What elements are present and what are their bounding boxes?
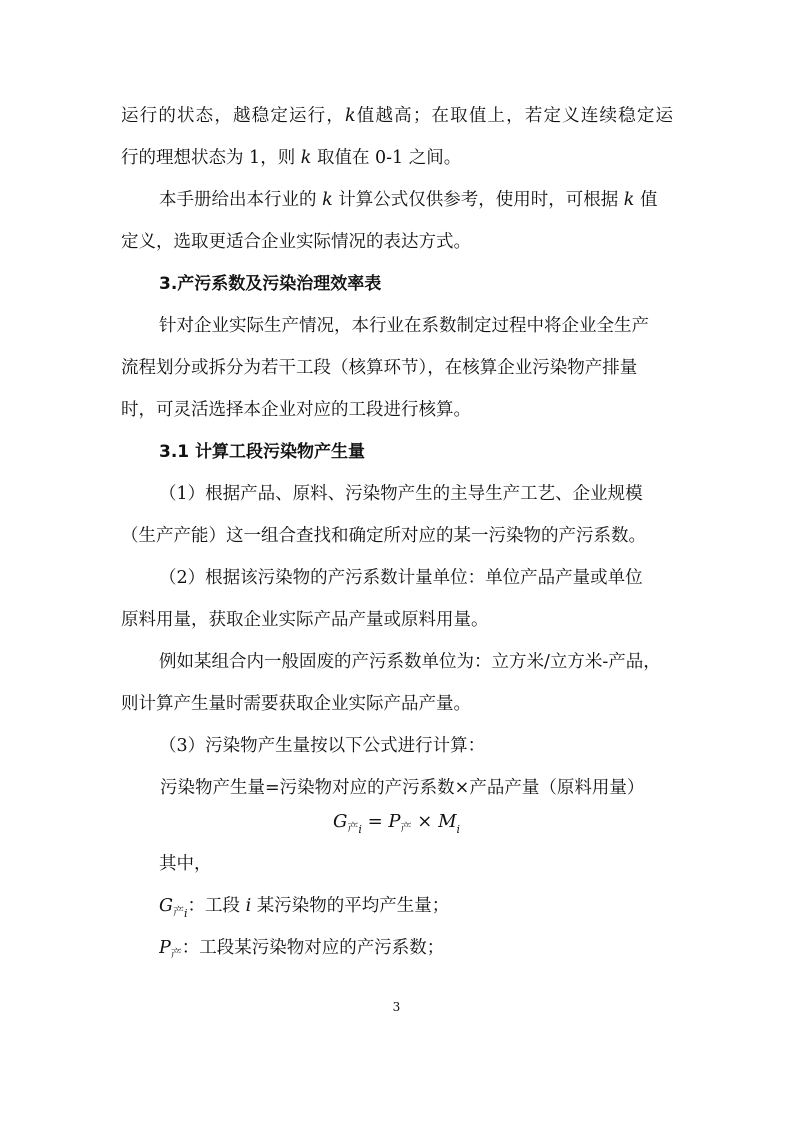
variable-k: k (300, 148, 312, 168)
text-span: 取值在 0-1 之间。 (311, 148, 462, 168)
formula-sub-chan: 产 (170, 947, 182, 960)
formula-m: M (438, 811, 457, 832)
paragraph-line (121, 104, 673, 128)
formula-sub-chan: 产 (172, 905, 184, 918)
text-span: 计算公式仅供参考，使用时，可根据 (332, 190, 624, 210)
text-span: 值越高；在取值上，若定义连续稳定运 (355, 106, 673, 126)
paragraph-line: （2）根据该污染物的产污系数计量单位：单位产品产量或单位 (159, 568, 643, 588)
formula-sub-i: i (456, 823, 461, 836)
formula-p: P (159, 938, 171, 958)
text-span: 运行的状态，越稳定运行， (121, 106, 346, 126)
paragraph-line: 定义，选取更适合企业实际情况的表达方式。 (121, 232, 471, 252)
formula-sub-chan: 产 (400, 821, 412, 834)
formula-g: G (159, 896, 173, 916)
formula-sub-chan: 产 (347, 821, 359, 834)
paragraph-line: 则计算产生量时需要获取企业实际产品产量。 (121, 694, 471, 714)
paragraph-line: 针对企业实际生产情况，本行业在系数制定过程中将企业全生产 (159, 316, 649, 336)
formula (0, 810, 793, 842)
paragraph-line (121, 146, 673, 170)
formula-sub-i: i (183, 907, 188, 920)
paragraph-line: （生产产能）这一组合查找和确定所对应的某一污染物的产污系数。 (121, 526, 646, 546)
text-span: 行的理想状态为 1，则 (121, 148, 301, 168)
section-heading: 3.产污系数及污染治理效率表 (159, 274, 382, 294)
formula-times: × (411, 811, 439, 832)
formula-p: P (388, 811, 401, 832)
paragraph-line: （3）污染物产生量按以下公式进行计算： (159, 736, 486, 756)
definition-line (159, 894, 673, 926)
text-span: 某污染物的平均产生量； (251, 896, 450, 916)
formula-g: G (332, 811, 348, 832)
formula-eq: = (361, 811, 389, 832)
variable-k: k (623, 190, 635, 210)
formula-sub-i: i (358, 823, 362, 836)
paragraph-line: 例如某组合内一般固废的产污系数单位为：立方米/立方米-产品， (159, 652, 661, 672)
text-span: 本手册给出本行业的 (159, 190, 323, 210)
text-span: ：工段 (187, 896, 246, 916)
page-number: 3 (392, 1000, 401, 1014)
subsection-heading: 3.1 计算工段污染物产生量 (159, 442, 366, 462)
text-span: ：工段某污染物对应的产污系数； (181, 938, 445, 958)
paragraph-line: 流程划分或拆分为若干工段（核算环节），在核算企业污染物产排量 (121, 358, 638, 378)
text-span: 值 (634, 190, 658, 210)
paragraph-line: 其中， (159, 854, 212, 874)
paragraph-line: 原料用量，获取企业实际产品产量或原料用量。 (121, 610, 489, 630)
definition-line (159, 936, 673, 966)
paragraph-line: 时，可灵活选择本企业对应的工段进行核算。 (121, 400, 471, 420)
paragraph-line (159, 188, 673, 212)
variable-k: k (322, 190, 333, 210)
paragraph-line: （1）根据产品、原料、污染物产生的主导生产工艺、企业规模 (159, 484, 643, 504)
variable-i: i (245, 896, 252, 916)
formula-text: 污染物产生量=污染物对应的产污系数×产品产量（原料用量） (160, 778, 645, 798)
variable-k: k (345, 106, 356, 126)
